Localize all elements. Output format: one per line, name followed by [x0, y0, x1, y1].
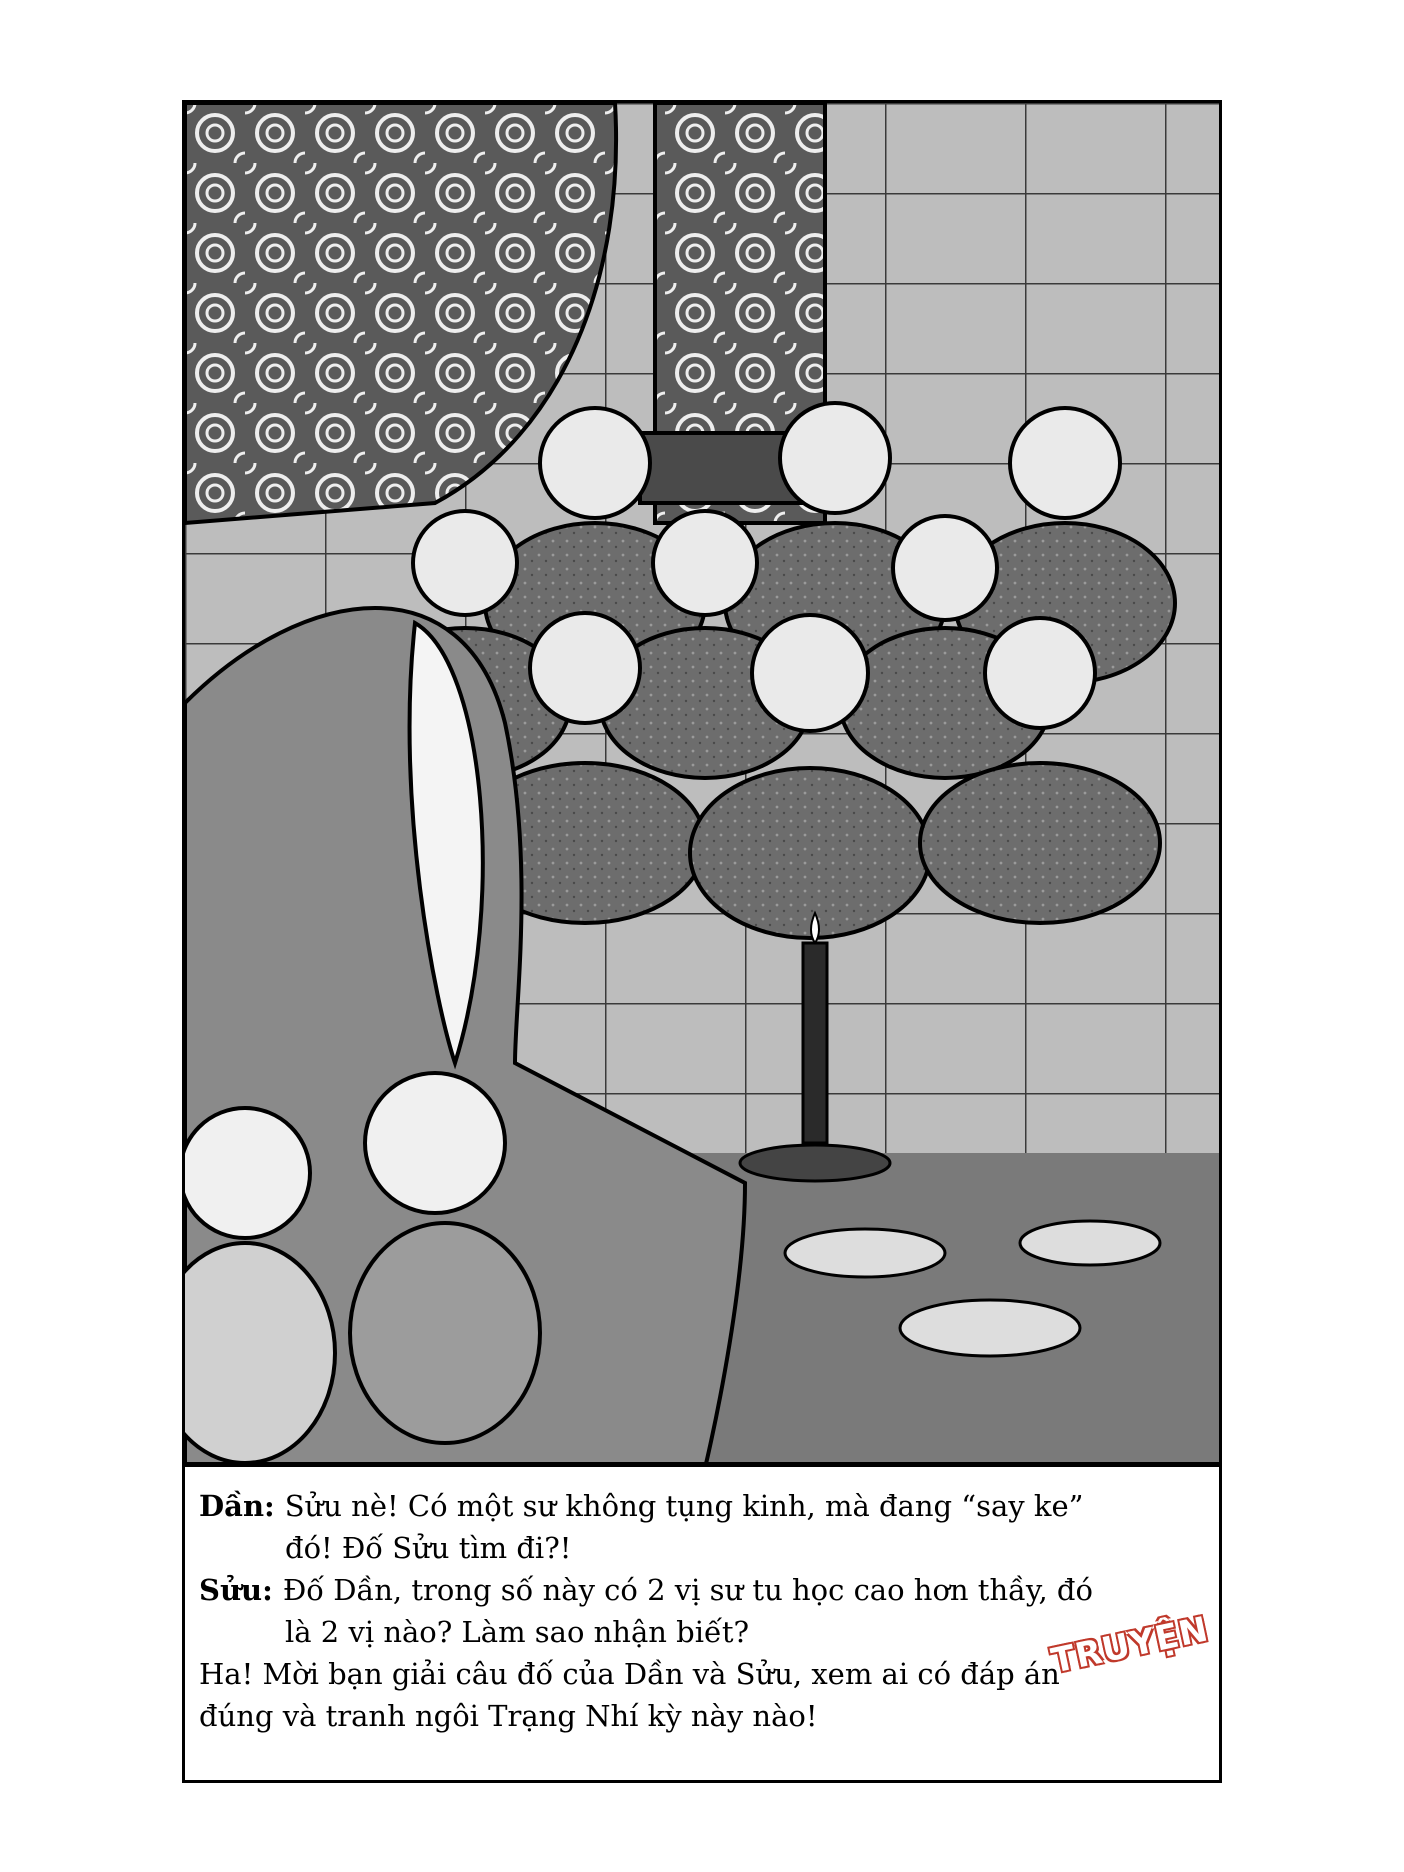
comic-panel: [182, 100, 1222, 1465]
candle-stand: [740, 1145, 890, 1181]
narration-line: đúng và tranh ngôi Trạng Nhí kỳ này nào!: [199, 1699, 818, 1733]
dialogue-line: [199, 1485, 1199, 1527]
dialogue-line: [199, 1527, 1199, 1569]
watermark-logo: [1035, 1603, 1214, 1716]
dialogue-text: Sửu nè! Có một sư không tụng kinh, mà đang “say ke”: [284, 1489, 1084, 1523]
candle: [803, 943, 827, 1143]
speaker-label: Sửu:: [199, 1573, 273, 1607]
dialogue-text: là 2 vị nào? Làm sao nhận biết?: [285, 1615, 750, 1649]
cake-plate: [1020, 1221, 1160, 1265]
watermark-text: TRUYỆN: [1048, 1609, 1213, 1682]
dialogue-text: Đố Dần, trong số này có 2 vị sư tu học cao hơn thầy, đó: [282, 1573, 1093, 1607]
offering-plate: [785, 1229, 945, 1277]
dialogue-line: [199, 1569, 1199, 1611]
dialogue-text: đó! Đố Sửu tìm đi?!: [285, 1531, 572, 1565]
fruit-plate: [900, 1300, 1080, 1356]
narration-line: Ha! Mời bạn giải câu đố của Dần và Sửu, xem ai có đáp án: [199, 1657, 1060, 1691]
speaker-label: Dần:: [199, 1489, 275, 1523]
temple-illustration: [185, 103, 1222, 1465]
candle-flame: [811, 913, 819, 943]
